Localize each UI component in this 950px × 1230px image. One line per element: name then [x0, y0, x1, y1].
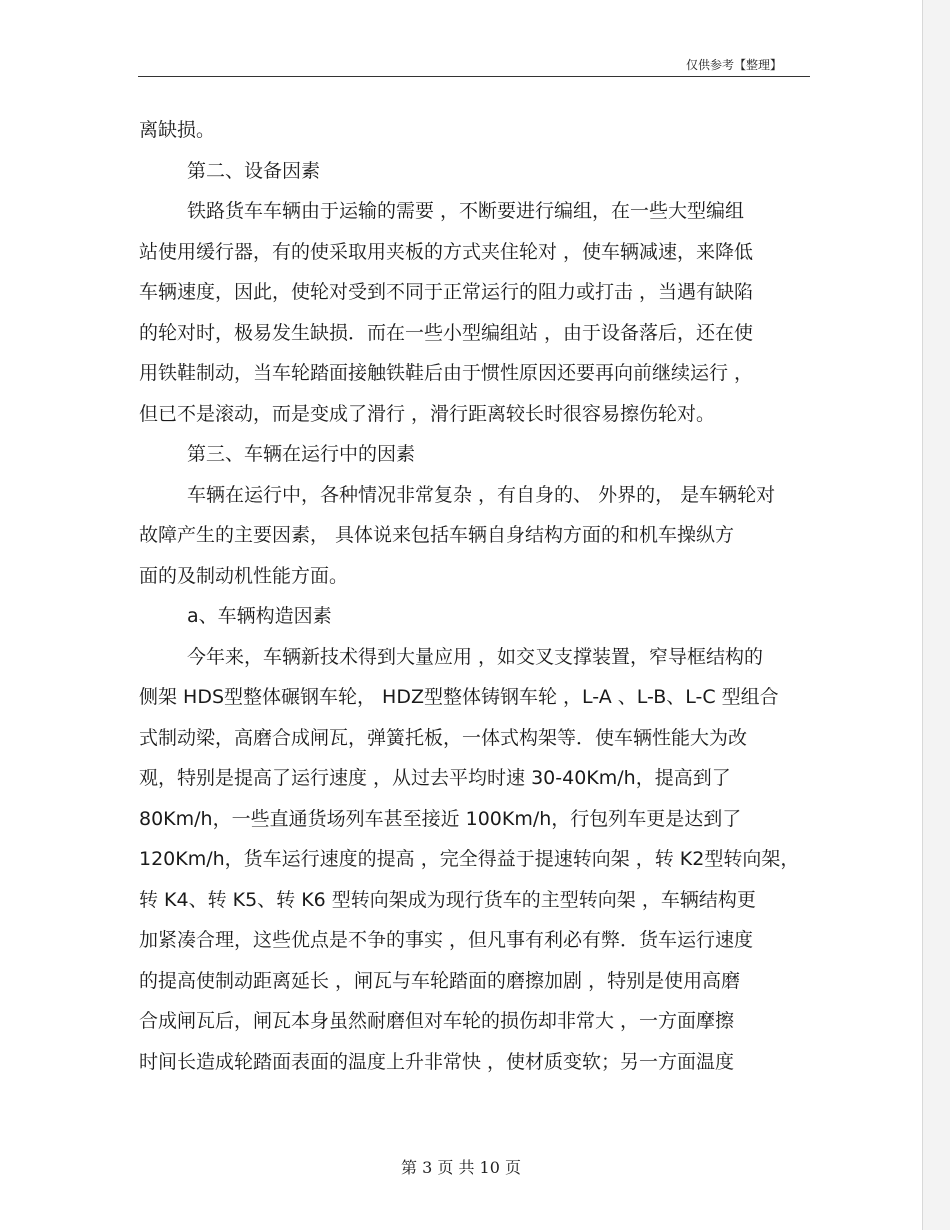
text-line: 车辆速度，因此，使轮对受到不同于正常运行的阻力或打击 ，当遇有缺陷 [139, 281, 754, 303]
text-line: 但已不是滚动，而是变成了滑行 ，滑行距离较长时很容易擦伤轮对。 [139, 402, 716, 425]
text-line: 合成闸瓦后，闸瓦本身虽然耐磨但对车轮的损伤却非常大 ，一方面摩擦 [139, 1010, 735, 1032]
text-line: 第三、车辆在运行中的因素 [187, 443, 416, 465]
text-line: 时间长造成轮踏面表面的温度上升非常快 ，使材质变软；另一方面温度 [139, 1050, 735, 1073]
text-line: 第二、设备因素 [187, 159, 321, 182]
text-line: 面的及制动机性能方面。 [139, 564, 349, 587]
text-line: 今年来，车辆新技术得到大量应用 ，如交叉支撑装置，窄导框结构的 [187, 645, 764, 668]
text-line: 120Km/h，货车运行速度的提高 ，完全得益于提速转向架 ，转 K2型转向架， [139, 848, 800, 870]
text-line: 离缺损。 [139, 119, 216, 141]
header-rule [138, 76, 810, 77]
text-line: 的轮对时，极易发生缺损．而在一些小型编组站 ，由于设备落后，还在使 [139, 321, 754, 344]
text-line: 车辆在运行中，各种情况非常复杂 ，有自身的、 外界的， 是车辆轮对 [187, 483, 776, 506]
body-text [139, 110, 819, 1082]
text-line: 用铁鞋制动，当车轮踏面接触铁鞋后由于惯性原因还要再向前继续运行 ， [139, 362, 754, 384]
page-margin [923, 0, 950, 1230]
header-note: 仅供参考【整理】 [685, 58, 782, 72]
text-line: 加紧凑合理，这些优点是不争的事实 ，但凡事有利必有弊．货车运行速度 [139, 929, 754, 951]
text-line: 站使用缓行器，有的使采取用夹板的方式夹住轮对 ，使车辆减速，来降低 [139, 240, 754, 263]
text-line: 铁路货车车辆由于运输的需要 ，不断要进行编组，在一些大型编组 [187, 200, 745, 222]
text-line: 观，特别是提高了运行速度 ，从过去平均时速 30-40Km/h，提高到了 [139, 767, 731, 789]
text-line: a、车辆构造因素 [187, 605, 332, 627]
text-line: 的提高使制动距离延长 ，闸瓦与车轮踏面的磨擦加剧 ，特别是使用高磨 [139, 969, 741, 992]
text-line: 式制动梁，高磨合成闸瓦，弹簧托板，一体式构架等．使车辆性能大为改 [139, 726, 748, 749]
text-line: 转 K4、转 K5、转 K6 型转向架成为现行货车的主型转向架 ，车辆结构更 [139, 888, 756, 911]
text-line: 故障产生的主要因素， 具体说来包括车辆自身结构方面的和机车操纵方 [139, 524, 735, 546]
text-line: 80Km/h，一些直通货场列车甚至接近 100Km/h，行包列车更是达到了 [139, 807, 742, 830]
page-footer: 第 3 页 共 10 页 [401, 1158, 521, 1177]
text-line: 侧架 HDS型整体碾钢车轮， HDZ型整体铸钢车轮 ，L-A 、L-B、L-C 型组合 [139, 686, 779, 708]
